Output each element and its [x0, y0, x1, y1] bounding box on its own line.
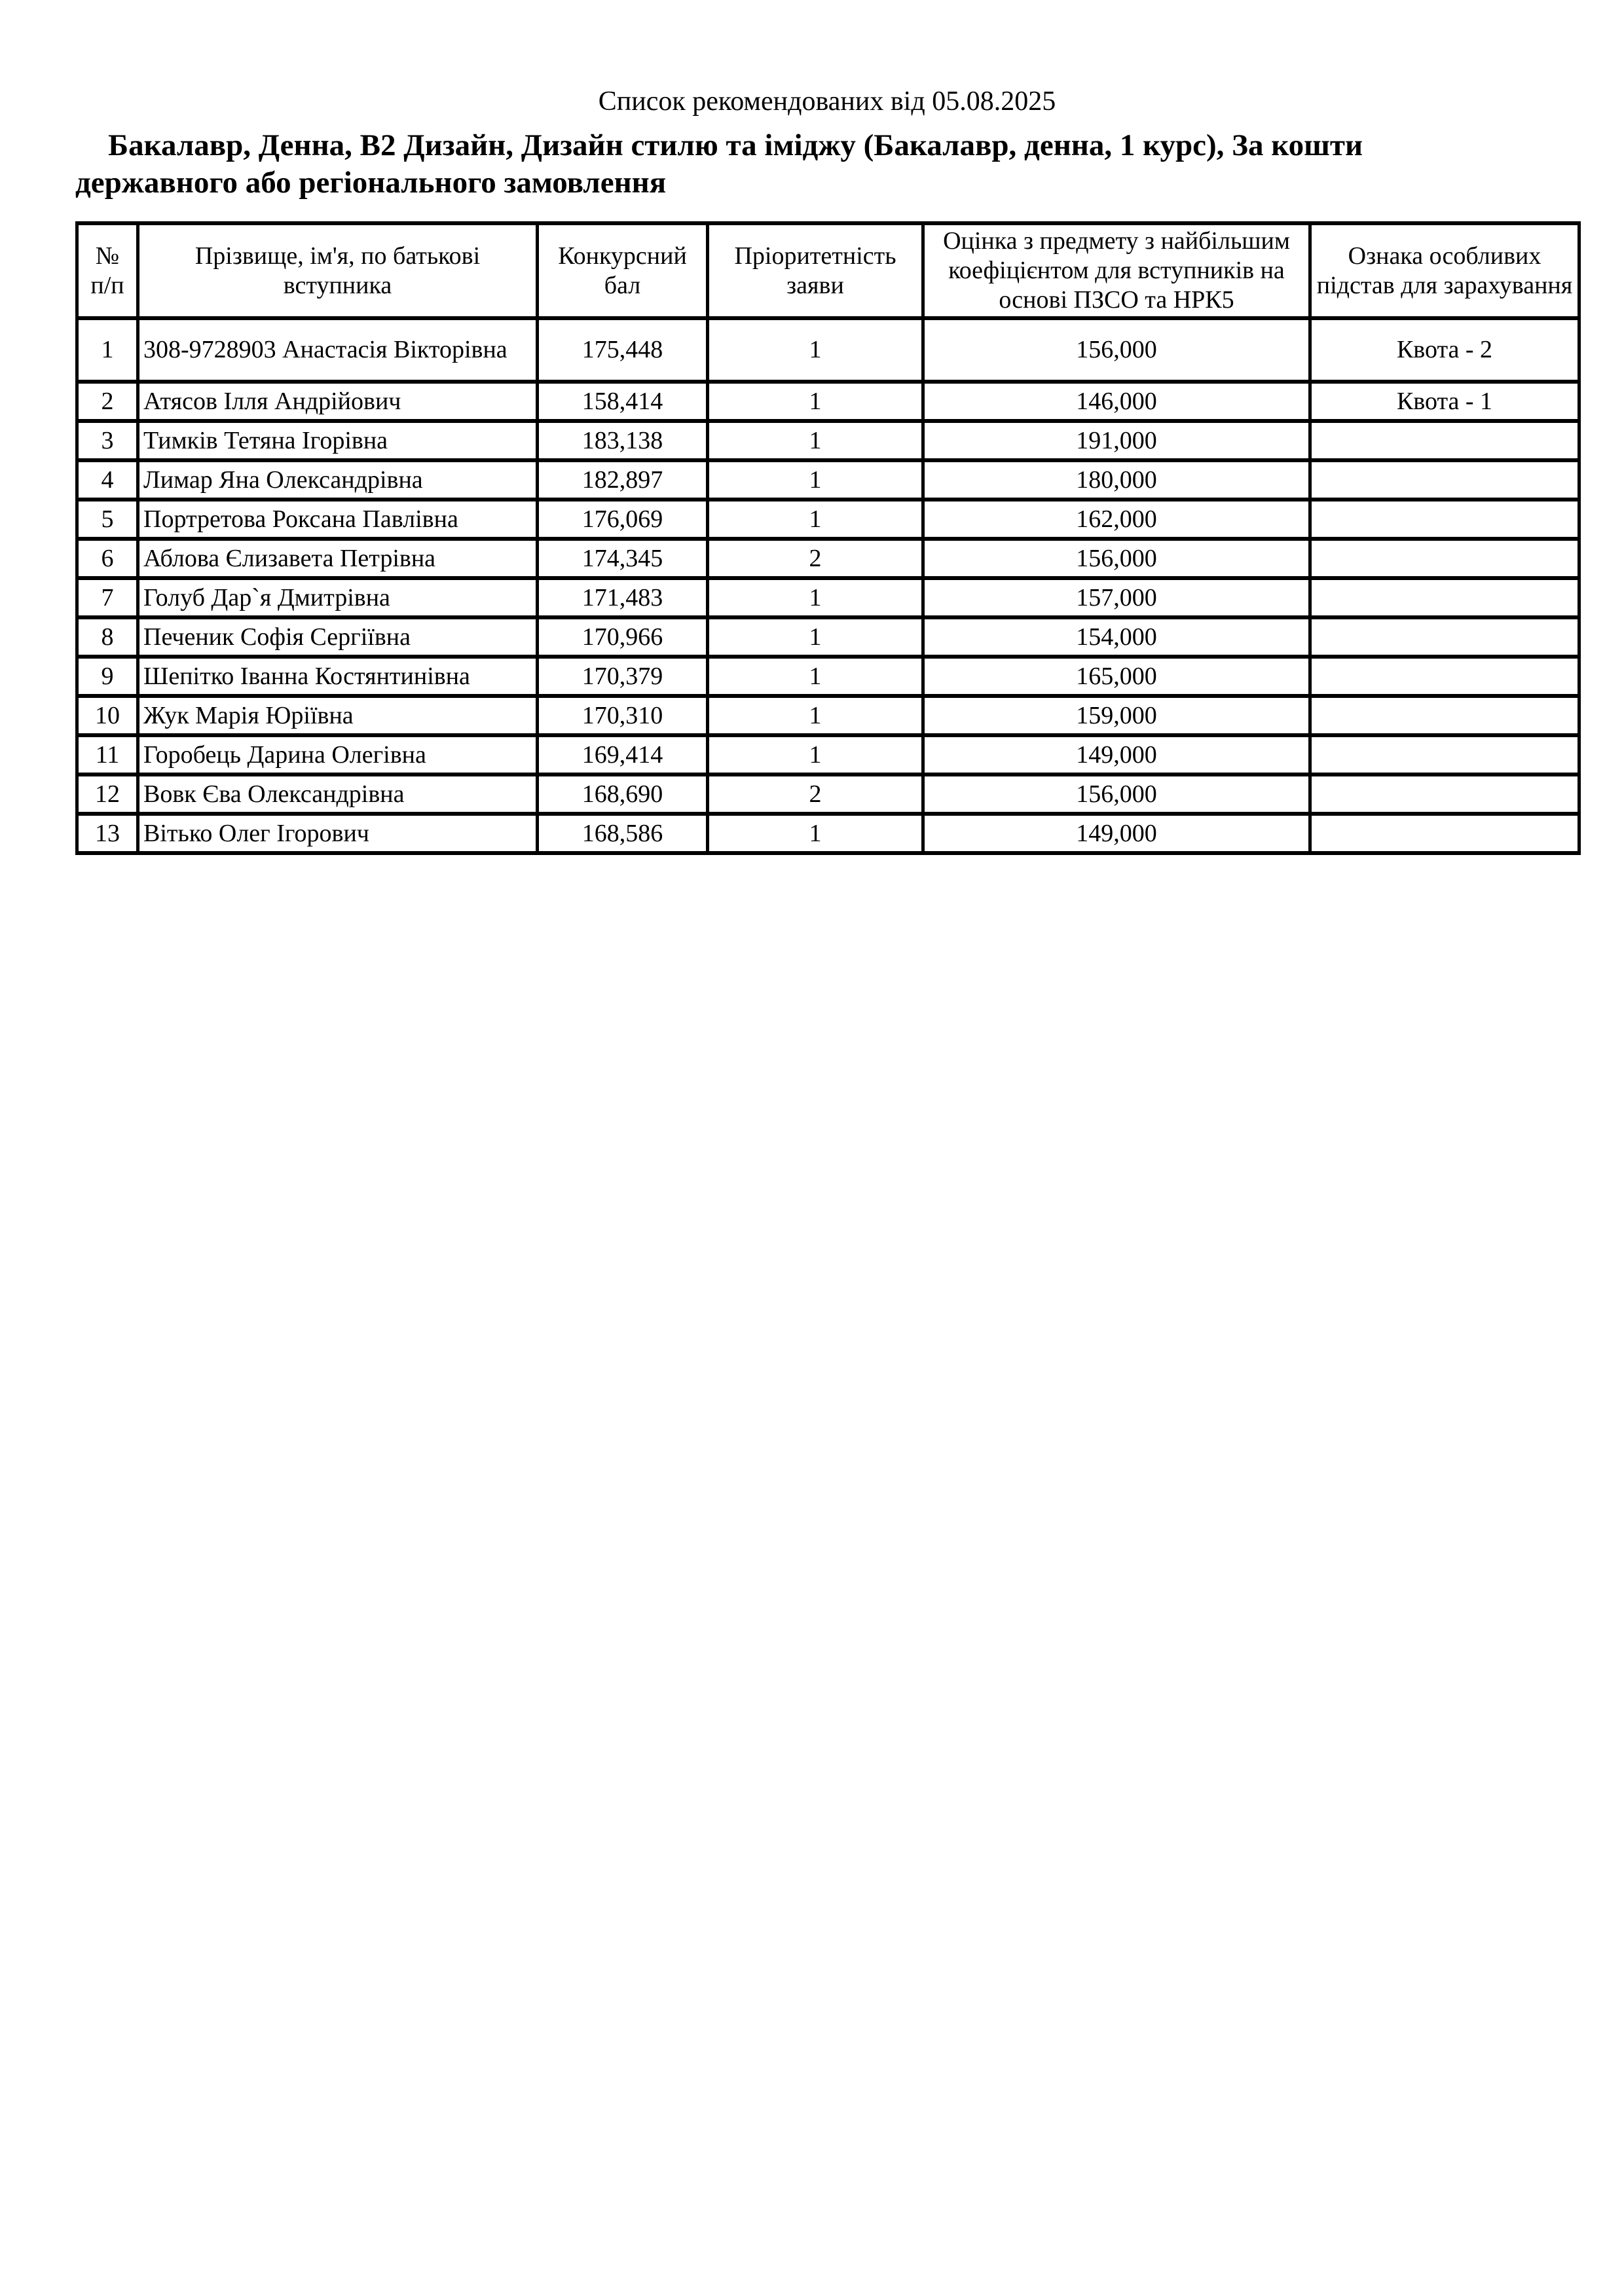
page-subtitle-line-1: Бакалавр, Денна, В2 Дизайн, Дизайн стилю та іміджу (Бакалавр, денна, 1 курс), За кошти [108, 128, 1363, 162]
cell-name: Лимар Яна Олександрівна [138, 460, 538, 500]
table-row [77, 657, 1579, 696]
page-subtitle-line-2: державного або регіонального замовлення [75, 166, 667, 200]
table-header [77, 223, 1579, 318]
cell-score: 170,966 [538, 617, 708, 657]
cell-name: Портретова Роксана Павлівна [138, 500, 538, 539]
cell-grade: 157,000 [923, 578, 1310, 617]
cell-note [1310, 774, 1579, 814]
cell-name: Вовк Єва Олександрівна [138, 774, 538, 814]
cell-note [1310, 500, 1579, 539]
cell-grade: 162,000 [923, 500, 1310, 539]
cell-score: 170,310 [538, 696, 708, 735]
cell-num: 4 [77, 460, 138, 500]
page-title: Список рекомендованих від 05.08.2025 [598, 86, 1056, 117]
cell-score: 158,414 [538, 382, 708, 421]
cell-name: Тимків Тетяна Ігорівна [138, 421, 538, 460]
cell-num: 11 [77, 735, 138, 774]
cell-grade: 191,000 [923, 421, 1310, 460]
cell-score: 182,897 [538, 460, 708, 500]
cell-priority: 2 [708, 539, 923, 578]
cell-grade: 154,000 [923, 617, 1310, 657]
page-subtitle [75, 127, 1579, 202]
table-row [77, 460, 1579, 500]
cell-priority: 1 [708, 814, 923, 853]
table-row [77, 318, 1579, 382]
cell-score: 171,483 [538, 578, 708, 617]
cell-priority: 2 [708, 774, 923, 814]
cell-num: 6 [77, 539, 138, 578]
cell-grade: 149,000 [923, 735, 1310, 774]
cell-name: Атясов Ілля Андрійович [138, 382, 538, 421]
cell-num: 10 [77, 696, 138, 735]
cell-score: 175,448 [538, 318, 708, 382]
cell-priority: 1 [708, 318, 923, 382]
cell-priority: 1 [708, 657, 923, 696]
table-row [77, 500, 1579, 539]
cell-priority: 1 [708, 500, 923, 539]
cell-grade: 159,000 [923, 696, 1310, 735]
cell-note [1310, 539, 1579, 578]
table-row [77, 814, 1579, 853]
cell-note [1310, 617, 1579, 657]
cell-name: Шепітко Іванна Костянтинівна [138, 657, 538, 696]
cell-name: Жук Марія Юріївна [138, 696, 538, 735]
cell-note [1310, 421, 1579, 460]
cell-note: Квота - 1 [1310, 382, 1579, 421]
table-row [77, 539, 1579, 578]
cell-name: Печеник Софія Сергіївна [138, 617, 538, 657]
cell-name: Горобець Дарина Олегівна [138, 735, 538, 774]
cell-note [1310, 657, 1579, 696]
col-header-num: № п/п [77, 223, 138, 318]
table-body [77, 318, 1579, 853]
cell-note [1310, 814, 1579, 853]
cell-num: 2 [77, 382, 138, 421]
table-row [77, 421, 1579, 460]
cell-num: 3 [77, 421, 138, 460]
cell-note: Квота - 2 [1310, 318, 1579, 382]
table-row [77, 696, 1579, 735]
recommended-list-table [75, 221, 1581, 855]
cell-name: Аблова Єлизавета Петрівна [138, 539, 538, 578]
table-row [77, 382, 1579, 421]
cell-num: 12 [77, 774, 138, 814]
col-header-score: Конкурсний бал [538, 223, 708, 318]
cell-grade: 156,000 [923, 539, 1310, 578]
cell-grade: 156,000 [923, 318, 1310, 382]
cell-note [1310, 735, 1579, 774]
cell-note [1310, 696, 1579, 735]
cell-grade: 165,000 [923, 657, 1310, 696]
cell-num: 9 [77, 657, 138, 696]
cell-score: 174,345 [538, 539, 708, 578]
col-header-priority: Пріоритетність заяви [708, 223, 923, 318]
col-header-name: Прізвище, ім'я, по батькові вступника [138, 223, 538, 318]
document-content [75, 82, 1579, 855]
cell-num: 13 [77, 814, 138, 853]
cell-grade: 149,000 [923, 814, 1310, 853]
cell-grade: 146,000 [923, 382, 1310, 421]
table-row [77, 578, 1579, 617]
cell-num: 1 [77, 318, 138, 382]
cell-name: Вітько Олег Ігорович [138, 814, 538, 853]
table-row [77, 617, 1579, 657]
cell-note [1310, 578, 1579, 617]
cell-grade: 180,000 [923, 460, 1310, 500]
cell-score: 170,379 [538, 657, 708, 696]
cell-num: 5 [77, 500, 138, 539]
cell-priority: 1 [708, 735, 923, 774]
cell-priority: 1 [708, 617, 923, 657]
cell-score: 176,069 [538, 500, 708, 539]
cell-score: 169,414 [538, 735, 708, 774]
cell-note [1310, 460, 1579, 500]
cell-grade: 156,000 [923, 774, 1310, 814]
cell-priority: 1 [708, 382, 923, 421]
cell-num: 8 [77, 617, 138, 657]
table-header-row [77, 223, 1579, 318]
cell-score: 168,690 [538, 774, 708, 814]
cell-priority: 1 [708, 578, 923, 617]
cell-priority: 1 [708, 460, 923, 500]
cell-priority: 1 [708, 696, 923, 735]
cell-name: Голуб Дар`я Дмитрівна [138, 578, 538, 617]
col-header-note: Ознака особливих підстав для зарахування [1310, 223, 1579, 318]
col-header-grade: Оцінка з предмету з найбільшим коефіцієнтом для вступників на основі ПЗСО та НРК5 [923, 223, 1310, 318]
cell-name: 308-9728903 Анастасія Вікторівна [138, 318, 538, 382]
table-row [77, 735, 1579, 774]
cell-priority: 1 [708, 421, 923, 460]
table-row [77, 774, 1579, 814]
cell-num: 7 [77, 578, 138, 617]
cell-score: 168,586 [538, 814, 708, 853]
cell-score: 183,138 [538, 421, 708, 460]
